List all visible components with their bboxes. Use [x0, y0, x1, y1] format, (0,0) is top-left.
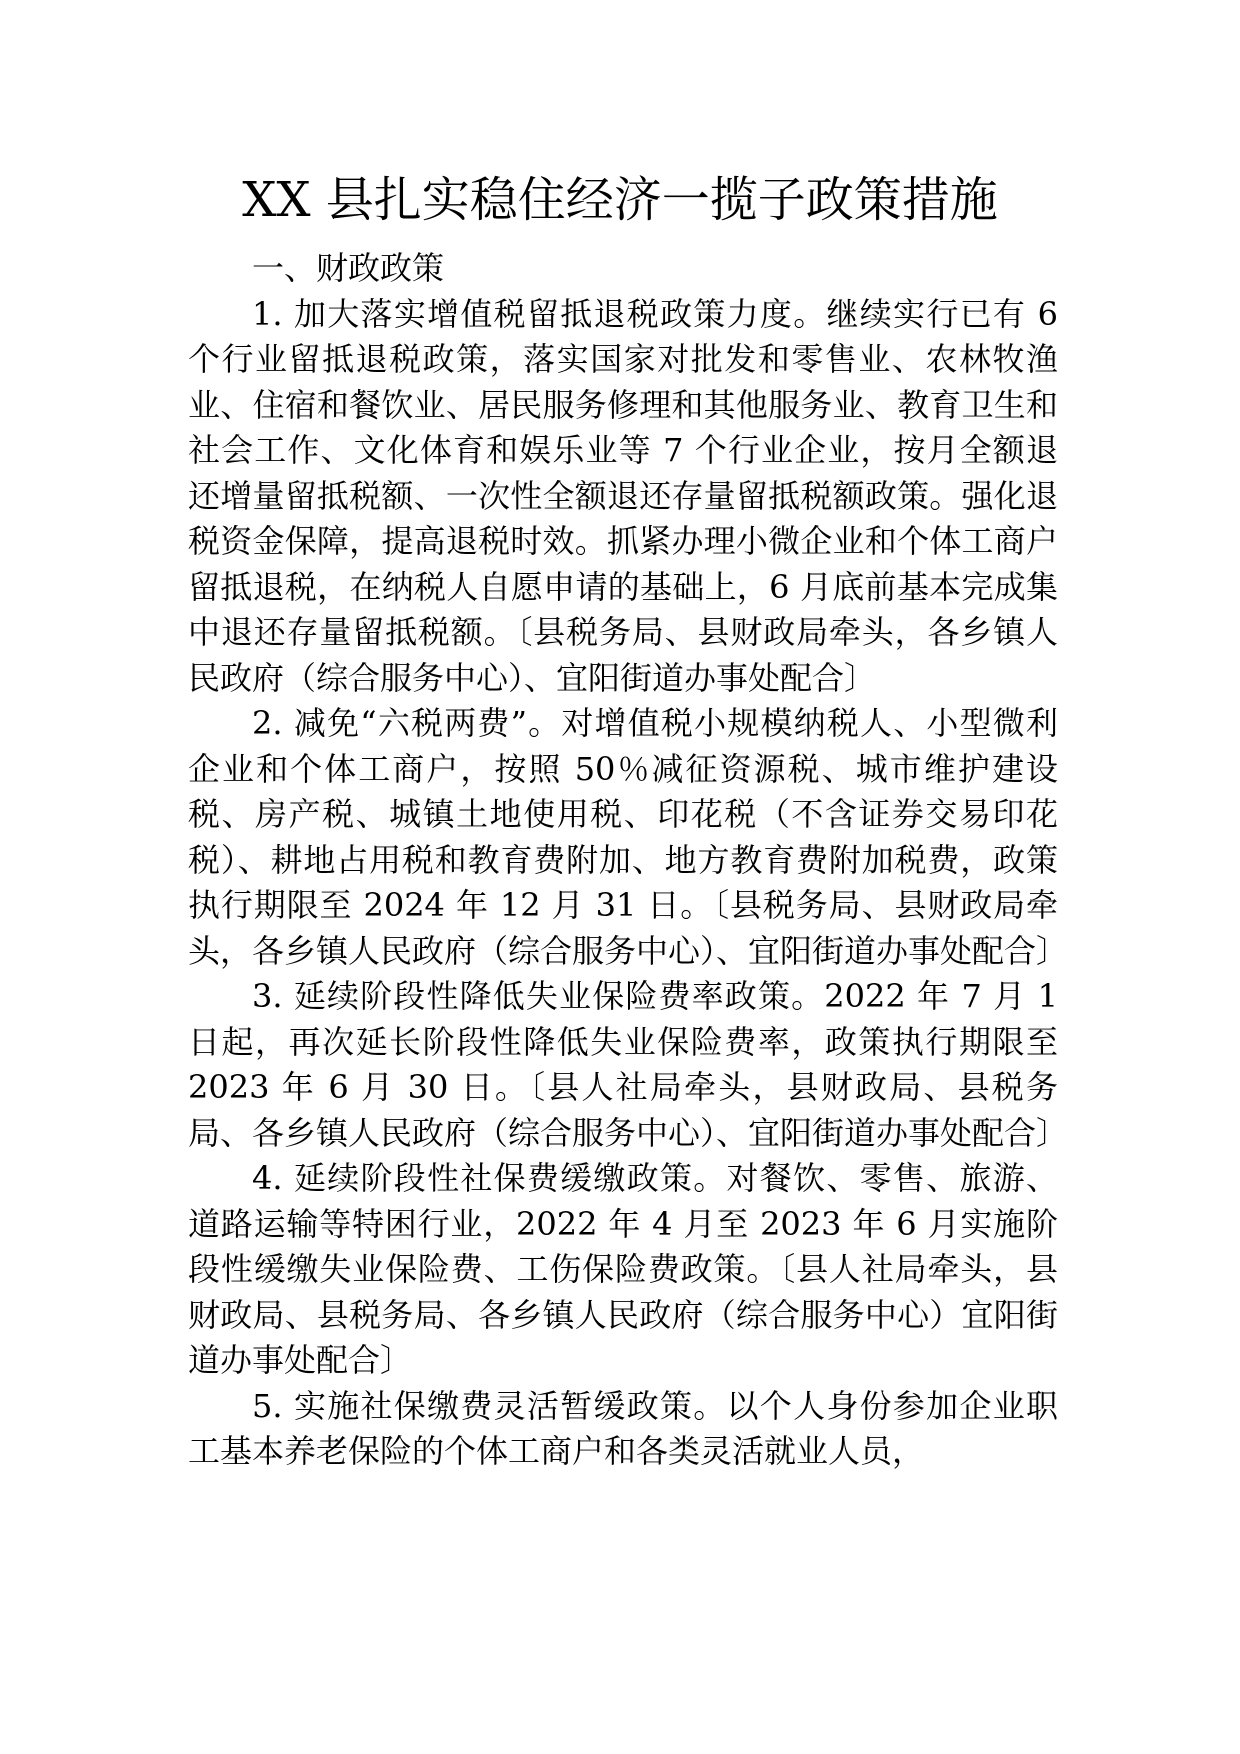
paragraph-1: 1. 加大落实增值税留抵退税政策力度。继续实行已有 6 个行业留抵退税政策，落实国家对批发和零售业、农林牧渔业、住宿和餐饮业、居民服务修理和其他服务业、教育卫生和社会工作、文化体育和娱乐业等 7 个行业企业，按月全额退还增量留抵税额、一次性全额退还存量留抵税额政策。强化退税资金保障，提高退税时效。抓紧办理小微企业和个体工商户留抵退税，在纳税人自愿申请的基础上，6 月底前基本完成集中退还存量留抵税额。〔县税务局、县财政局牵头，各乡镇人民政府（综合服务中心）、宜阳街道办事处配合〕 — [188, 294, 1058, 697]
document-title: XX 县扎实稳住经济一揽子政策措施 — [242, 172, 998, 228]
section-heading: 一、财政政策 — [252, 249, 445, 287]
paragraph-3: 3. 延续阶段性降低失业保险费率政策。2022 年 7 月 1 日起，再次延长阶段性降低失业保险费率，政策执行期限至 2023 年 6 月 30 日。〔县人社局牵头，县财政局、县税务局、各乡镇人民政府（综合服务中心）、宜阳街道办事处配合〕 — [188, 977, 1069, 1152]
paragraph-2: 2. 减免“六税两费”。对增值税小规模纳税人、小型微利企业和个体工商户，按照 50％减征资源税、城市维护建设税、房产税、城镇土地使用税、印花税（不含证券交易印花税）、耕地占用税和教育费附加、地方教育费附加税费，政策执行期限至 2024 年 12 月 31 日。〔县税务局、县财政局牵头，各乡镇人民政府（综合服务中心）、宜阳街道办事处配合〕 — [188, 704, 1069, 970]
document-body — [188, 246, 1069, 1475]
paragraph-4: 4. 延续阶段性社保费缓缴政策。对餐饮、零售、旅游、道路运输等特困行业，2022 年 4 月至 2023 年 6 月实施阶段性缓缴失业保险费、工伤保险费政策。〔县人社局牵头，县财政局、县税务局、各乡镇人民政府（综合服务中心）宜阳街道办事处配合〕 — [188, 1159, 1058, 1379]
paragraph-5: 5. 实施社保缴费灵活暂缓政策。以个人身份参加企业职工基本养老保险的个体工商户和各类灵活就业人员， — [188, 1386, 1058, 1470]
